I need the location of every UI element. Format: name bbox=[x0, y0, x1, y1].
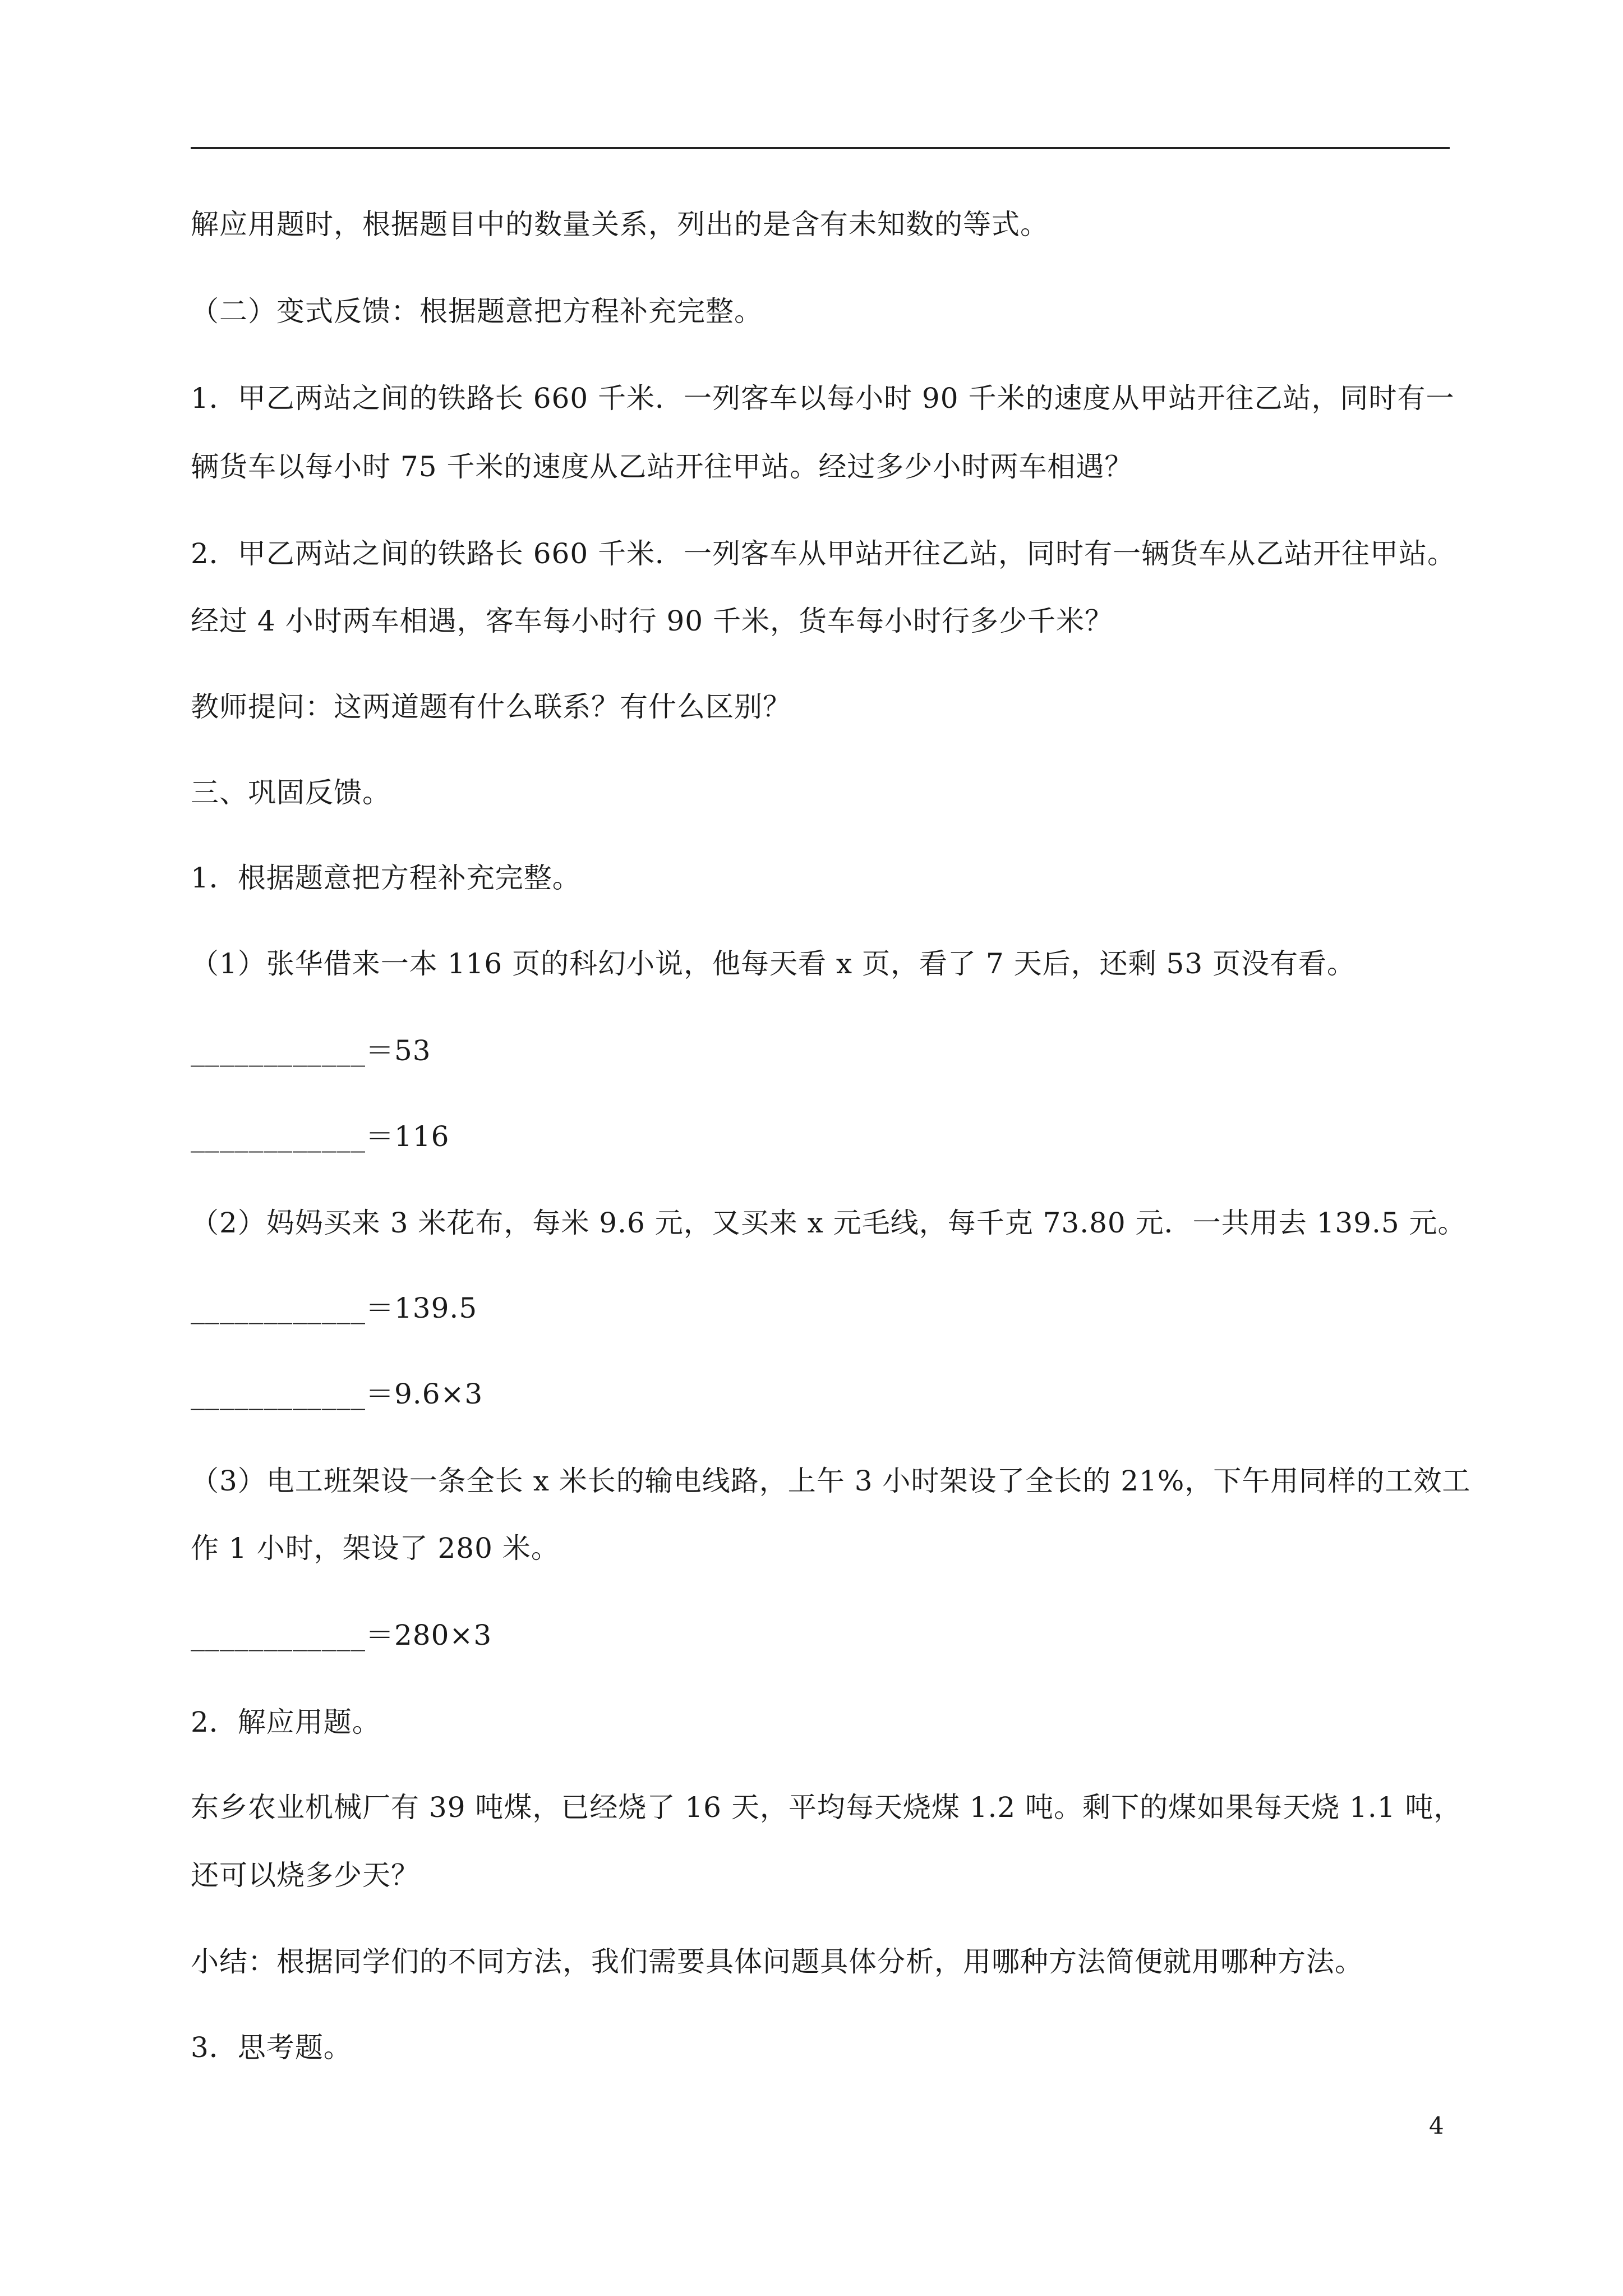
teacher-question: 教师提问：这两道题有什么联系？有什么区别？ bbox=[191, 691, 791, 723]
page-number: 4 bbox=[1429, 2112, 1444, 2139]
equation-blank: ____________＝116 bbox=[191, 1120, 450, 1153]
exercise-2-text: （2）妈妈买来 3 米花布，每米 9.6 元，又买来 x 元毛线，每千克 73.80 元．一共用去 139.5 元。 bbox=[191, 1207, 1467, 1239]
exercise-heading: 3．思考题。 bbox=[191, 2031, 352, 2064]
exercise-heading: 1．根据题意把方程补充完整。 bbox=[191, 862, 581, 894]
word-problem-line-1: 东乡农业机械厂有 39 吨煤，已经烧了 16 天，平均每天烧煤 1.2 吨。剩下的煤如果每天烧 1.1 吨， bbox=[191, 1791, 1463, 1824]
exercise-1-text: （1）张华借来一本 116 页的科幻小说，他每天看 x 页，看了 7 天后，还剩 53 页没有看。 bbox=[191, 947, 1356, 980]
problem-1-line-1: 1．甲乙两站之间的铁路长 660 千米．一列客车以每小时 90 千米的速度从甲站开往乙站，同时有一 bbox=[191, 382, 1455, 415]
equation-blank: ____________＝139.5 bbox=[191, 1292, 478, 1324]
problem-1-line-2: 辆货车以每小时 75 千米的速度从乙站开往甲站。经过多少小时两车相遇？ bbox=[191, 450, 1133, 483]
word-problem-line-2: 还可以烧多少天？ bbox=[191, 1859, 419, 1892]
problem-2-line-2: 经过 4 小时两车相遇，客车每小时行 90 千米，货车每小时行多少千米？ bbox=[191, 605, 1114, 637]
summary-text: 小结：根据同学们的不同方法，我们需要具体问题具体分析，用哪种方法简便就用哪种方法。 bbox=[191, 1945, 1363, 1978]
header-rule bbox=[191, 147, 1450, 149]
exercise-3-line-1: （3）电工班架设一条全长 x 米长的输电线路，上午 3 小时架设了全长的 21%，下午用同样的工效工 bbox=[191, 1465, 1471, 1497]
problem-2-line-1: 2．甲乙两站之间的铁路长 660 千米．一列客车从甲站开往乙站，同时有一辆货车从乙站开往甲站。 bbox=[191, 537, 1456, 570]
section-heading: 三、巩固反馈。 bbox=[191, 776, 391, 809]
equation-blank: ____________＝280×3 bbox=[191, 1619, 492, 1651]
exercise-heading: 2．解应用题。 bbox=[191, 1706, 381, 1738]
equation-blank: ____________＝9.6×3 bbox=[191, 1378, 483, 1410]
text-line: 解应用题时，根据题目中的数量关系，列出的是含有未知数的等式。 bbox=[191, 208, 1049, 241]
equation-blank: ____________＝53 bbox=[191, 1034, 431, 1067]
section-heading: （二）变式反馈：根据题意把方程补充完整。 bbox=[191, 295, 763, 328]
exercise-3-line-2: 作 1 小时，架设了 280 米。 bbox=[191, 1532, 560, 1565]
